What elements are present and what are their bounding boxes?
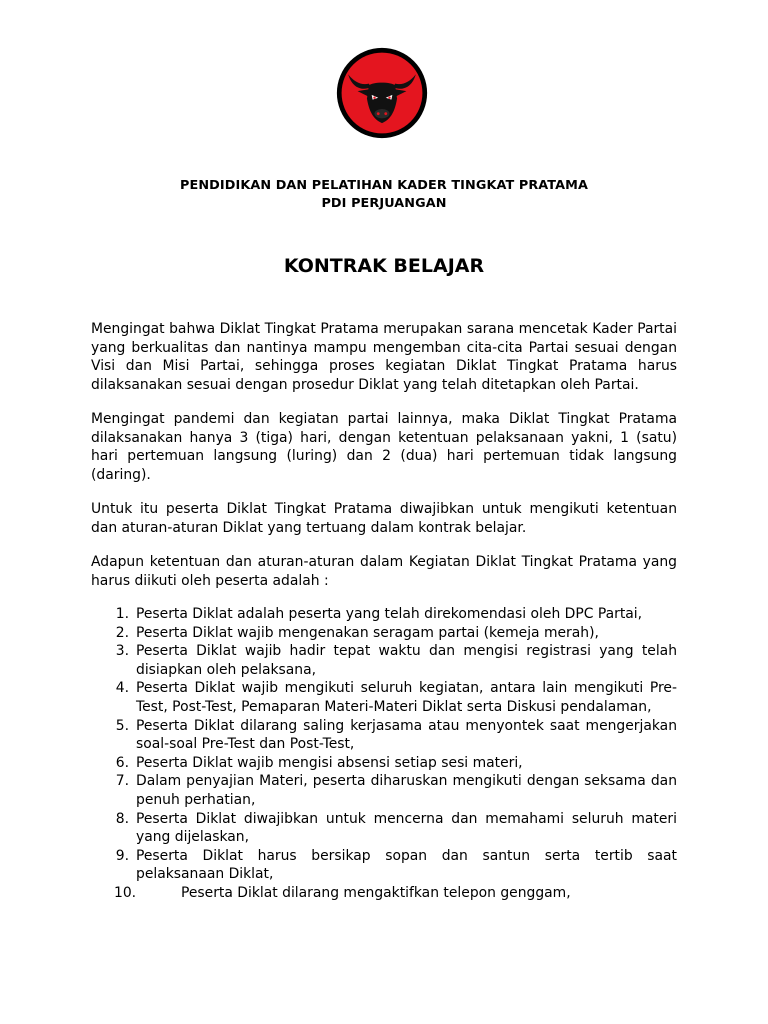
list-item (91, 717, 677, 754)
bull-logo-icon (335, 46, 429, 140)
paragraph-4: Adapun ketentuan dan aturan-aturan dalam Kegiatan Diklat Tingkat Pratama yang harus diikuti oleh peserta adalah : (91, 554, 677, 589)
list-number: 6. (115, 754, 129, 771)
list-text: Peserta Diklat wajib mengenakan seragam partai (kemeja merah), (136, 624, 599, 641)
list-number: 9. (115, 847, 129, 864)
list-number: 2. (115, 624, 129, 641)
list-text: Peserta Diklat adalah peserta yang telah direkomendasi oleh DPC Partai, (136, 606, 643, 622)
list-number: 8. (115, 810, 129, 827)
list-item (91, 624, 677, 643)
party-heading: PDI PERJUANGAN (321, 196, 447, 211)
paragraph-3: Untuk itu peserta Diklat Tingkat Pratama diwajibkan untuk mengikuti ketentuan dan aturan-aturan Diklat yang tertuang dalam kontrak belajar. (91, 501, 677, 536)
list-item (91, 772, 677, 809)
list-item (91, 642, 677, 679)
program-heading: PENDIDIKAN DAN PELATIHAN KADER TINGKAT PRATAMA (180, 178, 588, 193)
list-item (91, 810, 677, 847)
list-number: 7. (115, 773, 129, 790)
rules-list (91, 605, 677, 903)
list-text: Peserta Diklat harus bersikap sopan dan santun serta tertib saat pelaksanaan Diklat, (136, 847, 677, 883)
list-text: Peserta Diklat wajib mengisi absensi setiap sesi materi, (136, 754, 523, 771)
list-item (91, 847, 677, 884)
list-number: 3. (115, 643, 129, 660)
list-text: Peserta Diklat dilarang mengaktifkan telepon genggam, (181, 884, 571, 901)
list-item (91, 679, 677, 716)
document-title: KONTRAK BELAJAR (283, 255, 485, 277)
list-text: Peserta Diklat wajib mengikuti seluruh kegiatan, antara lain mengikuti Pre-Test, Post-Test, Pemaparan Materi-Materi Diklat serta Diskusi pendalaman, (136, 680, 677, 715)
list-item (91, 605, 677, 624)
list-text: Dalam penyajian Materi, peserta diharuskan mengikuti dengan seksama dan penuh perhatian, (136, 773, 677, 808)
list-text: Peserta Diklat dilarang saling kerjasama atau menyontek saat mengerjakan soal-soal Pre-Test dan Post-Test, (136, 717, 677, 753)
list-text: Peserta Diklat diwajibkan untuk mencerna dan memahami seluruh materi yang dijelaskan, (136, 810, 677, 846)
list-item (91, 884, 677, 903)
list-item (91, 754, 677, 773)
list-number: 10. (114, 884, 137, 901)
list-number: 4. (115, 680, 129, 697)
list-number: 1. (115, 606, 129, 622)
list-number: 5. (115, 717, 129, 734)
list-text: Peserta Diklat wajib hadir tepat waktu dan mengisi registrasi yang telah disiapkan oleh pelaksana, (136, 643, 677, 678)
paragraph-2: Mengingat pandemi dan kegiatan partai lainnya, maka Diklat Tingkat Pratama dilaksanakan hanya 3 (tiga) hari, dengan ketentuan pelaksanaan yakni, 1 (satu) hari pertemuan langsung (luring) dan 2 (dua) hari pertemuan tidak langsung (daring). (91, 411, 677, 483)
paragraph-1: Mengingat bahwa Diklat Tingkat Pratama merupakan sarana mencetak Kader Partai yang berkualitas dan nantinya mampu mengemban cita-cita Partai sesuai dengan Visi dan Misi Partai, sehingga proses kegiatan Diklat Tingkat Pratama harus dilaksanakan sesuai dengan prosedur Diklat yang telah ditetapkan oleh Partai. (91, 321, 677, 393)
